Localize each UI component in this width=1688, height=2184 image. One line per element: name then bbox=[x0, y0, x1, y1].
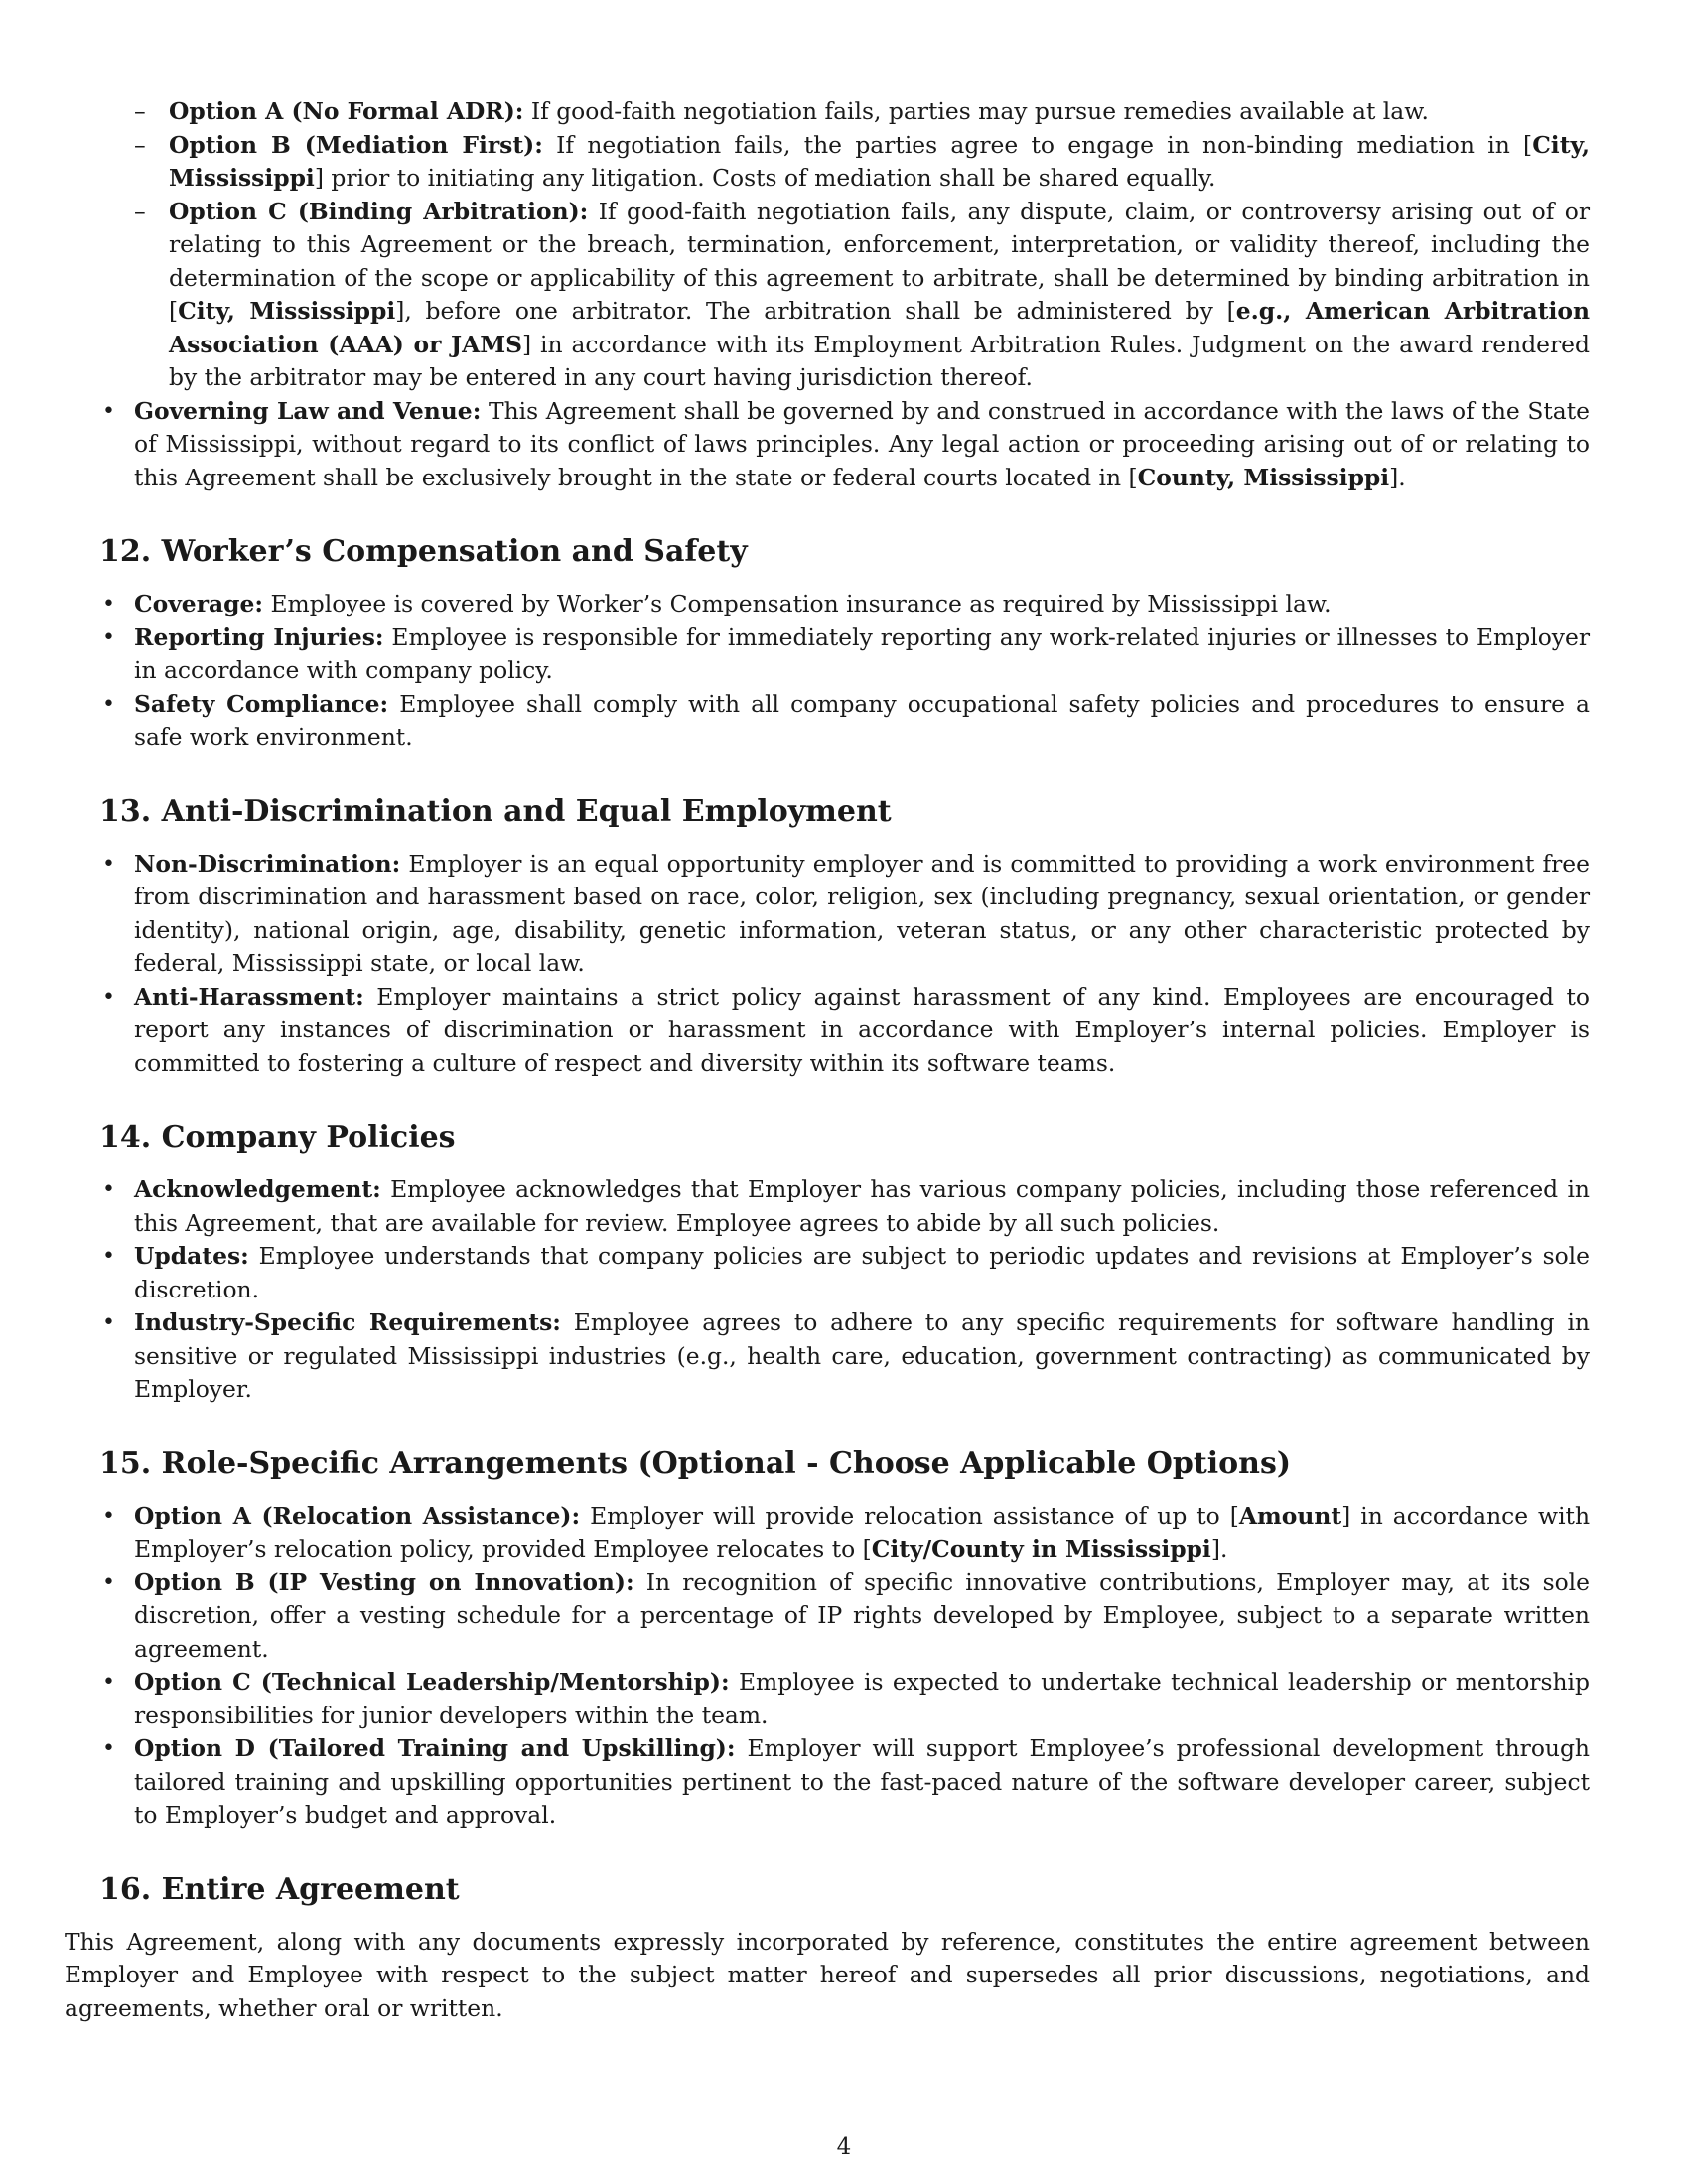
list-item bbox=[65, 848, 1590, 981]
list-item bbox=[65, 1240, 1590, 1306]
item-label: Coverage: bbox=[134, 590, 264, 617]
item-label: Anti-Harassment: bbox=[134, 982, 364, 1011]
section-heading-16: 16. Entire Agreement bbox=[99, 1871, 460, 1907]
placeholder-text: Amount bbox=[1238, 1501, 1342, 1530]
section-12-list bbox=[65, 588, 1590, 754]
item-text: Employee acknowledges that Employer has various company policies, including those referenced in this Agreement, that are available for review. Employee agrees to abide by all such policies. bbox=[134, 1175, 1590, 1237]
item-text: ] in accordance with Employer’s relocation policy, provided Employee relocates to [ bbox=[134, 1501, 1591, 1563]
entire-agreement-paragraph: This Agreement, along with any documents expressly incorporated by reference, constitutes the entire agreement between Employer and Employee with respect to the subject matter hereof and supersedes all prior discussions, negotiations, and agreements, whether oral or written. bbox=[65, 1927, 1590, 2022]
list-item bbox=[99, 196, 1590, 395]
placeholder-text: County, Mississippi bbox=[1137, 463, 1390, 491]
list-item bbox=[65, 1567, 1590, 1667]
list-item bbox=[65, 588, 1590, 621]
section-13-list bbox=[65, 848, 1590, 1081]
section-heading-12: 12. Worker’s Compensation and Safety bbox=[99, 534, 748, 569]
list-item bbox=[99, 95, 1590, 129]
list-item bbox=[65, 1500, 1590, 1567]
governing-law-list bbox=[65, 395, 1590, 495]
list-item bbox=[65, 1732, 1590, 1833]
page-number: 4 bbox=[836, 2134, 852, 2160]
item-label: Safety Compliance: bbox=[134, 689, 389, 718]
list-item bbox=[65, 688, 1590, 754]
item-text: Employee is expected to undertake technical leadership or mentorship responsibilities for junior developers within the team. bbox=[134, 1668, 1590, 1729]
item-text: ]. bbox=[1389, 463, 1406, 491]
item-text: If good-faith negotiation fails, any dispute, claim, or controversy arising out of or relating to this Agreement or the breach, termination, enforcement, interpretation, or validity thereof, including the determination of the scope or applicability of this agreement to arbitrate, shall be determined by binding arbitration in [ bbox=[169, 197, 1591, 325]
item-text: Employer will support Employee’s professional development through tailored training and upskilling opportunities pertinent to the fast-paced nature of the software developer career, subject to Employer’s budget and approval. bbox=[134, 1734, 1590, 1829]
section-heading-14: 14. Company Policies bbox=[99, 1120, 456, 1155]
item-label: Option B (IP Vesting on Innovation): bbox=[134, 1568, 634, 1596]
item-text: Employee understands that company policies are subject to periodic updates and revisions at Employer’s sole discretion. bbox=[134, 1242, 1591, 1303]
item-text: ], before one arbitrator. The arbitration shall be administered by [ bbox=[395, 297, 1236, 325]
item-label: Non-Discrimination: bbox=[134, 849, 401, 878]
item-label: Option C (Binding Arbitration): bbox=[169, 197, 589, 225]
placeholder-text: City/County in Mississippi bbox=[871, 1535, 1211, 1563]
item-text: Employee agrees to adhere to any specific requirements for software handling in sensitive or regulated Mississippi industries (e.g., health care, education, government contracting) as communicated by Employer. bbox=[134, 1308, 1590, 1403]
item-text: ] in accordance with its Employment Arbitration Rules. Judgment on the award rendered by the arbitrator may be entered in any court having jurisdiction thereof. bbox=[169, 330, 1591, 391]
item-label: Updates: bbox=[134, 1242, 249, 1270]
item-text: This Agreement shall be governed by and construed in accordance with the laws of the State of Mississippi, without regard to its conflict of laws principles. Any legal action or proceeding arising out of or relating to this Agreement shall be exclusively brought in the state or federal courts located in [ bbox=[134, 396, 1590, 491]
placeholder-text: City, Mississippi bbox=[169, 130, 1590, 192]
item-label: Option A (Relocation Assistance): bbox=[134, 1501, 581, 1530]
list-item bbox=[99, 129, 1590, 196]
item-label: Option C (Technical Leadership/Mentorship): bbox=[134, 1668, 730, 1696]
item-label: Industry-Specific Requirements: bbox=[134, 1308, 561, 1336]
document-page bbox=[65, 95, 1591, 2025]
list-item bbox=[65, 1666, 1590, 1732]
placeholder-text: City, Mississippi bbox=[178, 297, 396, 325]
section-14-list bbox=[65, 1173, 1590, 1407]
item-text: ]. bbox=[1210, 1535, 1228, 1563]
section-heading-13: 13. Anti-Discrimination and Equal Employment bbox=[99, 793, 892, 829]
item-text: In recognition of specific innovative contributions, Employer may, at its sole discretion, offer a vesting schedule for a percentage of IP rights developed by Employee, subject to a separate written agreement. bbox=[134, 1568, 1590, 1663]
item-label: Reporting Injuries: bbox=[134, 622, 384, 651]
list-item bbox=[65, 395, 1590, 495]
item-text: If good-faith negotiation fails, parties may pursue remedies available at law. bbox=[530, 97, 1429, 125]
list-item bbox=[65, 621, 1590, 688]
list-item bbox=[65, 1173, 1590, 1240]
item-label: Acknowledgement: bbox=[134, 1175, 381, 1203]
continued-options-list bbox=[99, 95, 1590, 395]
item-text: Employee is covered by Worker’s Compensation insurance as required by Mississippi law. bbox=[270, 590, 1332, 617]
item-text: Employer is an equal opportunity employer and is committed to providing a work environment free from discrimination and harassment based on race, color, religion, sex (including pregnancy, sexual orientation, or gender identity), national origin, age, disability, genetic information, veteran status, or any other characteristic protected by federal, Mississippi state, or local law. bbox=[134, 849, 1590, 977]
item-text: Employer maintains a strict policy against harassment of any kind. Employees are encouraged to report any instances of discrimination or harassment in accordance with Employer’s internal policies. Employer is committed to fostering a culture of respect and diversity within its software teams. bbox=[134, 982, 1590, 1077]
placeholder-text: e.g., American Arbitration Association (AAA) or JAMS bbox=[169, 297, 1590, 358]
section-15-list bbox=[65, 1500, 1590, 1833]
item-label: Option D (Tailored Training and Upskilling): bbox=[134, 1734, 736, 1762]
item-text: Employee is responsible for immediately reporting any work-related injuries or illnesses to Employer in accordance with company policy. bbox=[134, 622, 1591, 684]
item-text: Employee shall comply with all company occupational safety policies and procedures to ensure a safe work environment. bbox=[134, 689, 1591, 751]
item-text: Employer will provide relocation assistance of up to [ bbox=[590, 1501, 1239, 1530]
item-text: ] prior to initiating any litigation. Costs of mediation shall be shared equally. bbox=[314, 164, 1216, 192]
item-label: Governing Law and Venue: bbox=[134, 396, 482, 425]
list-item bbox=[65, 981, 1590, 1081]
item-label: Option B (Mediation First): bbox=[169, 130, 543, 159]
item-text: If negotiation fails, the parties agree to engage in non-binding mediation in [ bbox=[556, 130, 1533, 159]
item-label: Option A (No Formal ADR): bbox=[169, 97, 524, 125]
section-heading-15: 15. Role-Specific Arrangements (Optional - Choose Applicable Options) bbox=[99, 1445, 1292, 1481]
list-item bbox=[65, 1306, 1590, 1407]
